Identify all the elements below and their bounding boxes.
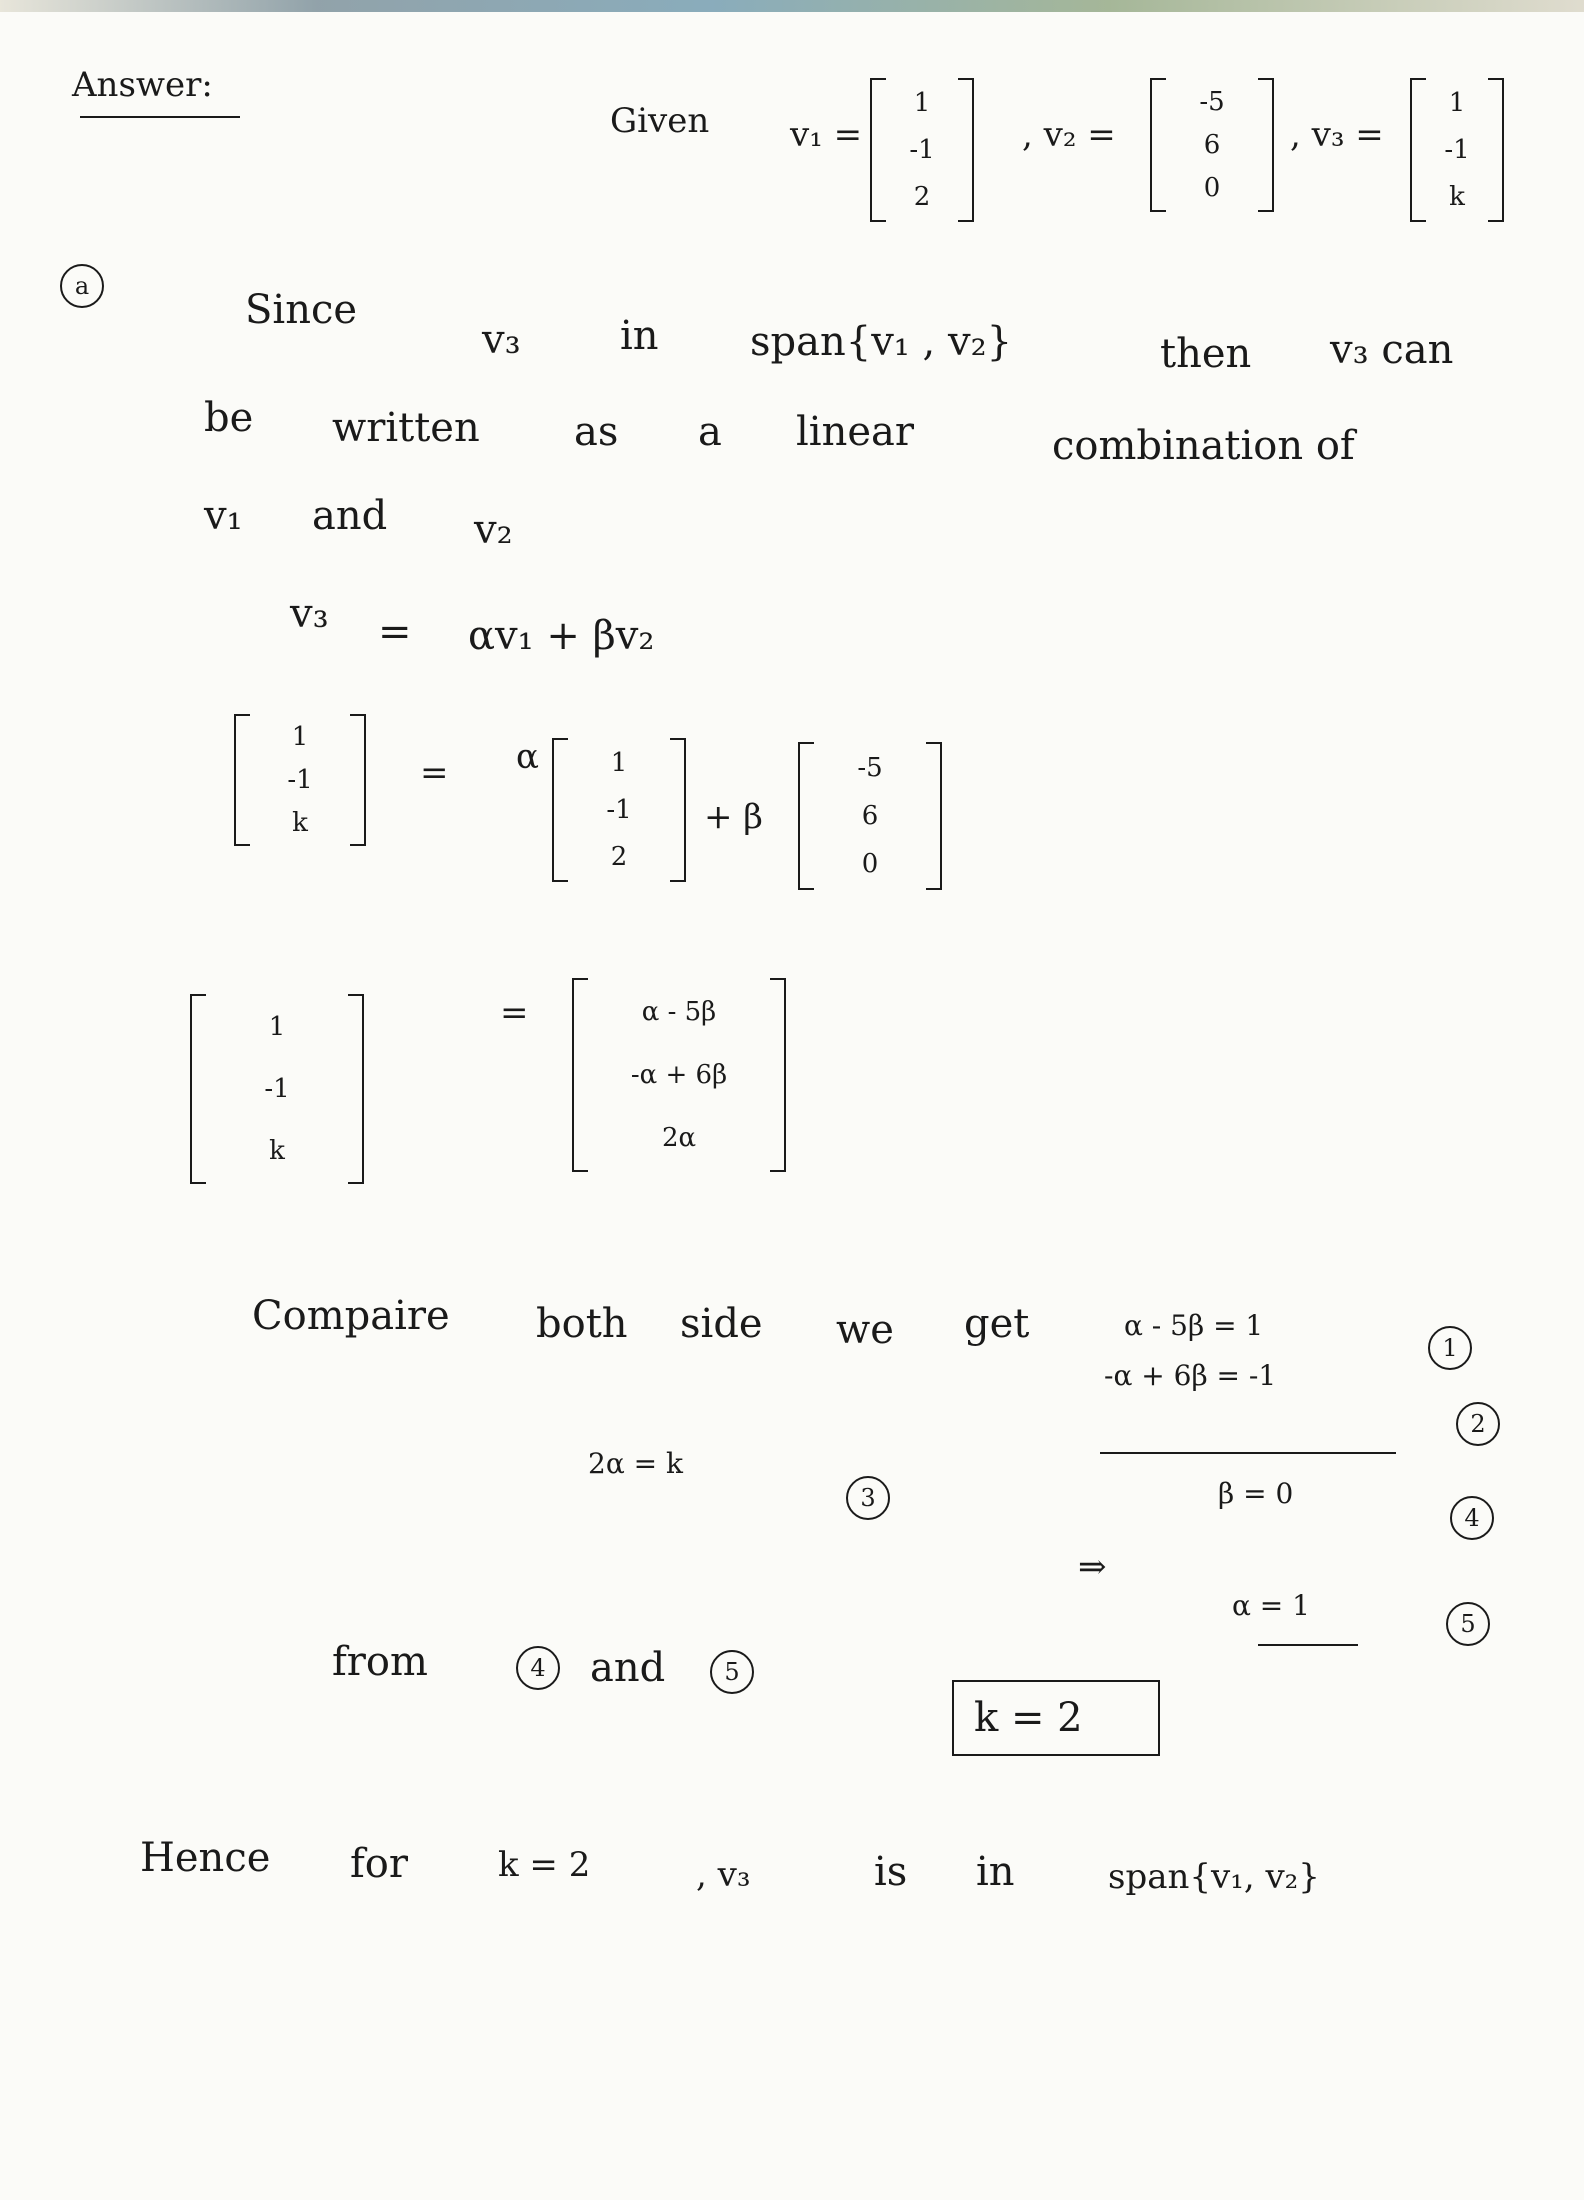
eq2-m2-entry: -5: [857, 753, 883, 783]
eq1-rhs: αv₁ + βv₂: [468, 613, 655, 659]
eq2-equals: =: [420, 753, 449, 793]
v1-entry: 1: [913, 88, 931, 119]
para-word: be: [204, 395, 254, 441]
v1-entry: -1: [909, 134, 935, 165]
v2-matrix: [1150, 80, 1274, 210]
eq2-m2-entry: 0: [861, 849, 879, 879]
para-word: in: [620, 313, 659, 359]
para-word: and: [312, 493, 388, 539]
para-word: as: [574, 409, 619, 455]
eq2-m1-entry: 2: [610, 841, 628, 872]
eq-tag-circle: 1: [1428, 1326, 1472, 1370]
v3-entry: -1: [1444, 134, 1470, 165]
compare-word: get: [964, 1301, 1030, 1347]
v2-entry: 0: [1203, 173, 1221, 204]
hence-word: is: [874, 1849, 908, 1895]
eq3-rhs-matrix: [572, 980, 786, 1170]
para-word: Since: [245, 287, 358, 333]
eq3-lhs-entry: 1: [268, 1012, 286, 1042]
answer-underline: [80, 116, 240, 118]
eq2-alpha: α: [516, 737, 539, 777]
eq2-lhs-matrix: [234, 716, 366, 844]
alpha-underline: [1258, 1644, 1358, 1646]
eq3-equals: =: [500, 993, 529, 1033]
eq-tag-circle: 2: [1456, 1402, 1500, 1446]
eq-tag-circle: 4: [516, 1646, 560, 1690]
para-word: then: [1160, 331, 1252, 377]
compare-word: side: [680, 1301, 763, 1347]
v1-name: v₁ =: [790, 115, 863, 155]
and-word: and: [590, 1645, 666, 1691]
v2-entry: -5: [1199, 86, 1225, 117]
eq2-m1-entry: 1: [610, 748, 628, 779]
para-word: v₃ can: [1330, 327, 1454, 373]
hence-word: Hence: [140, 1835, 271, 1881]
result-value: k = 2: [974, 1695, 1083, 1741]
para-word: v₃: [482, 317, 521, 363]
eq2-lhs-entry: -1: [287, 764, 313, 795]
system-eq-5: α = 1: [1232, 1589, 1310, 1622]
para-word: v₁: [204, 493, 243, 539]
hence-word: , v₃: [696, 1855, 751, 1895]
v2-entry: 6: [1203, 129, 1221, 160]
part-label-circle: a: [60, 264, 104, 308]
given-prefix: Given: [610, 101, 710, 141]
eq-tag-circle: 5: [710, 1650, 754, 1694]
eq-tag-circle: 3: [846, 1476, 890, 1520]
eq3-lhs-entry: k: [269, 1136, 285, 1166]
para-word: v₂: [474, 507, 513, 553]
eq2-m1-entry: -1: [606, 794, 632, 825]
compare-word: both: [536, 1301, 628, 1347]
eq-tag-circle: 5: [1446, 1602, 1490, 1646]
v3-matrix: [1410, 80, 1504, 220]
eq3-rhs-entry: α - 5β: [641, 996, 717, 1027]
answer-label: Answer:: [72, 65, 213, 105]
para-word: linear: [796, 409, 914, 455]
v3-entry: 1: [1448, 88, 1466, 119]
sum-line: [1100, 1452, 1396, 1454]
compare-word: we: [836, 1307, 894, 1353]
system-eq-1: α - 5β = 1: [1124, 1309, 1264, 1342]
v1-matrix: [870, 80, 974, 220]
hence-word: k = 2: [498, 1845, 591, 1885]
eq3-rhs-entry: -α + 6β: [630, 1059, 728, 1090]
v3-name: , v₃ =: [1290, 115, 1384, 155]
para-word: span{v₁ , v₂}: [750, 319, 1013, 365]
top-edge-strip: [0, 0, 1584, 12]
eq2-m2-entry: 6: [861, 801, 879, 831]
implies-arrow: ⇒: [1078, 1547, 1107, 1587]
eq3-lhs-matrix: [190, 996, 364, 1182]
v1-entry: 2: [913, 181, 931, 212]
system-eq-3: 2α = k: [588, 1447, 683, 1480]
system-eq-2: -α + 6β = -1: [1104, 1359, 1277, 1392]
hence-word: span{v₁, v₂}: [1108, 1857, 1320, 1897]
v2-name: , v₂ =: [1022, 115, 1116, 155]
eq2-lhs-entry: 1: [291, 722, 309, 753]
eq-tag-circle: 4: [1450, 1496, 1494, 1540]
hence-word: in: [976, 1849, 1015, 1895]
eq2-m1-matrix: [552, 740, 686, 880]
eq1-equals: =: [378, 609, 412, 655]
eq2-plus-beta: + β: [704, 797, 763, 837]
eq2-m2-matrix: [798, 744, 942, 888]
compare-word: Compaire: [252, 1293, 450, 1339]
eq3-rhs-entry: 2α: [661, 1123, 697, 1154]
eq1-lhs: v₃: [290, 591, 329, 637]
eq3-lhs-entry: -1: [264, 1074, 290, 1104]
hence-word: for: [350, 1841, 409, 1887]
para-word: a: [698, 409, 722, 455]
from-word: from: [332, 1639, 428, 1685]
para-word: written: [332, 405, 480, 451]
v3-entry: k: [1449, 181, 1465, 212]
para-word: combination of: [1052, 423, 1355, 469]
system-eq-4: β = 0: [1218, 1477, 1294, 1510]
eq2-lhs-entry: k: [292, 807, 308, 838]
